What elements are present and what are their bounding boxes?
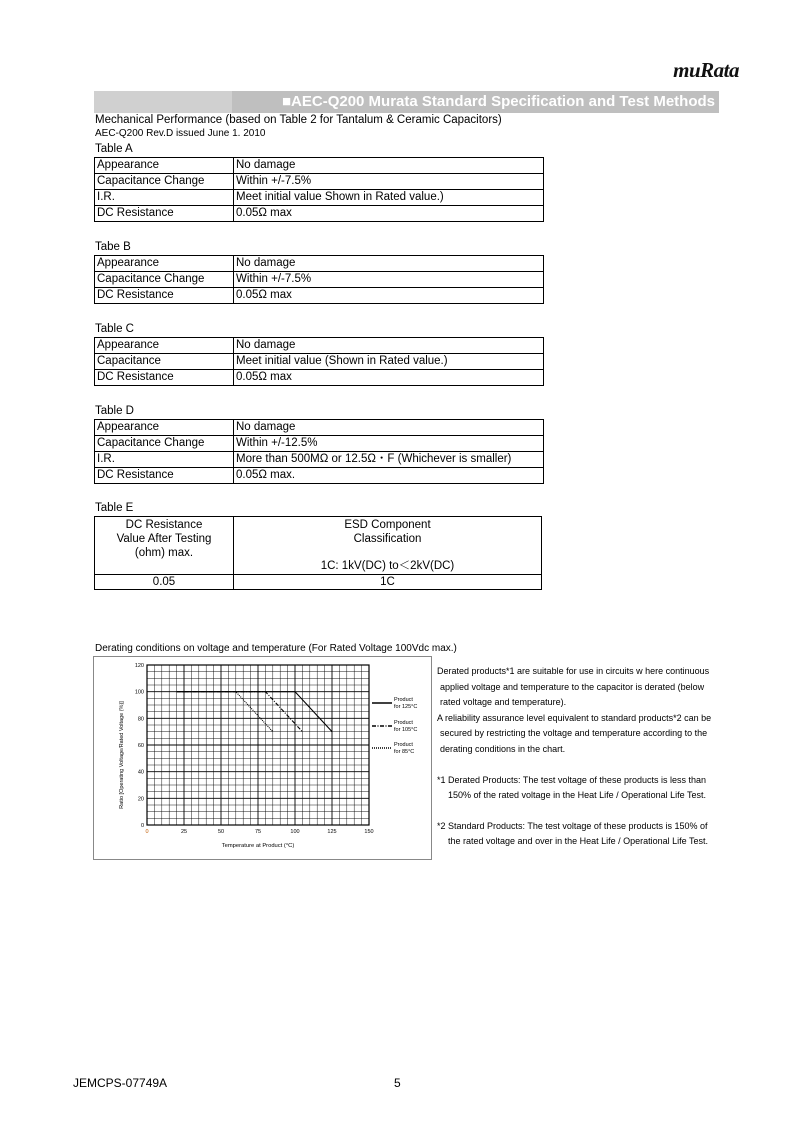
x-tick-label: 75 bbox=[254, 829, 262, 835]
table-a bbox=[94, 157, 544, 222]
note-line: applied voltage and temperature to the capacitor is derated (below bbox=[440, 681, 705, 692]
x-axis-label: Temperature at Product (°C) bbox=[221, 843, 295, 849]
x-tick-label: 100 bbox=[290, 829, 300, 835]
table-e-label: Table E bbox=[95, 502, 134, 514]
table-divider bbox=[95, 574, 541, 575]
table-a-label: Table A bbox=[95, 143, 133, 155]
table-cell: 0.05Ω max. bbox=[234, 468, 544, 484]
table-row bbox=[95, 338, 544, 354]
document-code: JEMCPS-07749A bbox=[73, 1076, 168, 1090]
header-line: (ohm) max. bbox=[134, 547, 194, 559]
table-cell: 0.05Ω max bbox=[234, 206, 544, 222]
note-line: *1 Derated Products: The test voltage of these products is less than bbox=[437, 774, 706, 785]
note-line bbox=[437, 758, 737, 773]
table-cell: No damage bbox=[234, 256, 544, 272]
esd-class-range: 1C: 1kV(DC) to＜2kV(DC) bbox=[320, 560, 455, 572]
table-e-header-right bbox=[234, 517, 541, 572]
y-tick-label: 100 bbox=[134, 689, 144, 696]
legend-label: for 105°C bbox=[394, 727, 418, 733]
x-tick-label: 25 bbox=[180, 829, 188, 835]
chart-axes bbox=[135, 663, 374, 835]
note-line: Derated products*1 are suitable for use in circuits w here continuous bbox=[437, 666, 710, 676]
chart-legend bbox=[372, 697, 417, 755]
title-banner bbox=[94, 91, 719, 113]
table-cell: Appearance bbox=[95, 338, 234, 354]
header-line: DC Resistance bbox=[125, 519, 203, 531]
table-d bbox=[94, 419, 544, 484]
table-row bbox=[95, 420, 544, 436]
table-cell: DC Resistance bbox=[95, 288, 234, 304]
table-cell: Capacitance Change bbox=[95, 436, 234, 452]
table-cell: Capacitance Change bbox=[95, 174, 234, 190]
table-cell: DC Resistance bbox=[95, 206, 234, 222]
header-line: Classification bbox=[353, 533, 422, 545]
table-cell: No damage bbox=[234, 158, 544, 174]
legend-label: for 125°C bbox=[394, 704, 418, 710]
table-b bbox=[94, 255, 544, 304]
table-row bbox=[95, 370, 544, 386]
x-tick-label: 50 bbox=[217, 829, 225, 835]
note-line: the rated voltage and over in the Heat Life / Operational Life Test. bbox=[448, 836, 708, 847]
table-row bbox=[95, 354, 544, 370]
derating-chart bbox=[94, 657, 431, 859]
table-cell: I.R. bbox=[95, 190, 234, 206]
page-title: ■AEC-Q200 Murata Standard Specification and Test Methods bbox=[281, 93, 715, 110]
table-cell: Appearance bbox=[95, 420, 234, 436]
y-tick-label: 80 bbox=[137, 716, 144, 723]
table-row bbox=[95, 256, 544, 272]
table-b-label: Tabe B bbox=[95, 241, 131, 253]
table-d-label: Table D bbox=[95, 405, 134, 417]
table-cell: I.R. bbox=[95, 452, 234, 468]
table-row bbox=[95, 174, 544, 190]
note-line: *2 Standard Products: The test voltage of these products is 150% of bbox=[437, 820, 708, 831]
section-subheading: AEC-Q200 Rev.D issued June 1. 2010 bbox=[95, 128, 266, 139]
derating-caption: Derating conditions on voltage and temperature (For Rated Voltage 100Vdc max.) bbox=[95, 643, 457, 654]
x-tick-label: 0 bbox=[145, 829, 149, 835]
table-cell: Appearance bbox=[95, 256, 234, 272]
table-cell: Meet initial value (Shown in Rated value.) bbox=[234, 354, 544, 370]
note-line: rated voltage and temperature). bbox=[440, 697, 567, 708]
table-cell: 0.05Ω max bbox=[234, 288, 544, 304]
table-cell: Appearance bbox=[95, 158, 234, 174]
table-cell: No damage bbox=[234, 420, 544, 436]
table-cell: More than 500MΩ or 12.5Ω・F (Whichever is smaller) bbox=[234, 452, 544, 468]
derating-notes bbox=[437, 664, 737, 850]
header-line: ESD Component bbox=[344, 519, 431, 531]
table-cell: 0.05Ω max bbox=[234, 370, 544, 386]
table-cell: Within +/-12.5% bbox=[234, 436, 544, 452]
table-cell: DC Resistance bbox=[95, 370, 234, 386]
table-cell: Within +/-7.5% bbox=[234, 272, 544, 288]
table-cell: 1C bbox=[380, 576, 395, 588]
table-e-header-left bbox=[95, 517, 233, 560]
header-line: Value After Testing bbox=[116, 533, 212, 545]
note-line: A reliability assurance level equivalent to standard products*2 can be bbox=[437, 712, 712, 723]
note-line: 150% of the rated voltage in the Heat Life / Operational Life Test. bbox=[448, 790, 706, 801]
table-row bbox=[95, 468, 544, 484]
y-tick-label: 0 bbox=[140, 823, 144, 829]
legend-label: Product bbox=[394, 697, 413, 703]
table-cell: Capacitance Change bbox=[95, 272, 234, 288]
table-cell: Meet initial value Shown in Rated value.) bbox=[234, 190, 544, 206]
legend-label: Product bbox=[394, 720, 413, 726]
table-cell: No damage bbox=[234, 338, 544, 354]
x-tick-label: 125 bbox=[327, 829, 337, 835]
table-row bbox=[95, 452, 544, 468]
y-tick-label: 120 bbox=[134, 663, 144, 669]
murata-logo: muRata bbox=[673, 58, 739, 82]
note-line bbox=[437, 804, 737, 819]
table-row bbox=[95, 206, 544, 222]
banner-left-block bbox=[94, 91, 232, 113]
table-e bbox=[94, 516, 542, 590]
table-cell: DC Resistance bbox=[95, 468, 234, 484]
table-cell: Within +/-7.5% bbox=[234, 174, 544, 190]
table-cell: 0.05 bbox=[152, 576, 176, 588]
table-row bbox=[95, 190, 544, 206]
y-tick-label: 20 bbox=[137, 796, 144, 803]
table-row bbox=[95, 436, 544, 452]
y-tick-label: 60 bbox=[137, 743, 144, 749]
note-line: derating conditions in the chart. bbox=[440, 743, 566, 754]
legend-label: Product bbox=[394, 742, 413, 748]
table-row bbox=[95, 158, 544, 174]
table-c bbox=[94, 337, 544, 386]
y-tick-label: 40 bbox=[137, 769, 144, 776]
page-number: 5 bbox=[394, 1076, 401, 1090]
derating-chart-box bbox=[93, 656, 432, 860]
y-axis-label: Ratio [Operating Voltage/Rated Voltage (%)] bbox=[119, 701, 125, 809]
table-row bbox=[95, 288, 544, 304]
section-heading: Mechanical Performance (based on Table 2 for Tantalum & Ceramic Capacitors) bbox=[95, 114, 502, 126]
table-cell: Capacitance bbox=[95, 354, 234, 370]
table-row bbox=[95, 272, 544, 288]
note-line: secured by restricting the voltage and temperature according to the bbox=[440, 728, 708, 739]
legend-label: for 85°C bbox=[394, 749, 415, 755]
table-c-label: Table C bbox=[95, 323, 134, 335]
chart-grid bbox=[147, 665, 369, 825]
x-tick-label: 150 bbox=[364, 829, 374, 835]
